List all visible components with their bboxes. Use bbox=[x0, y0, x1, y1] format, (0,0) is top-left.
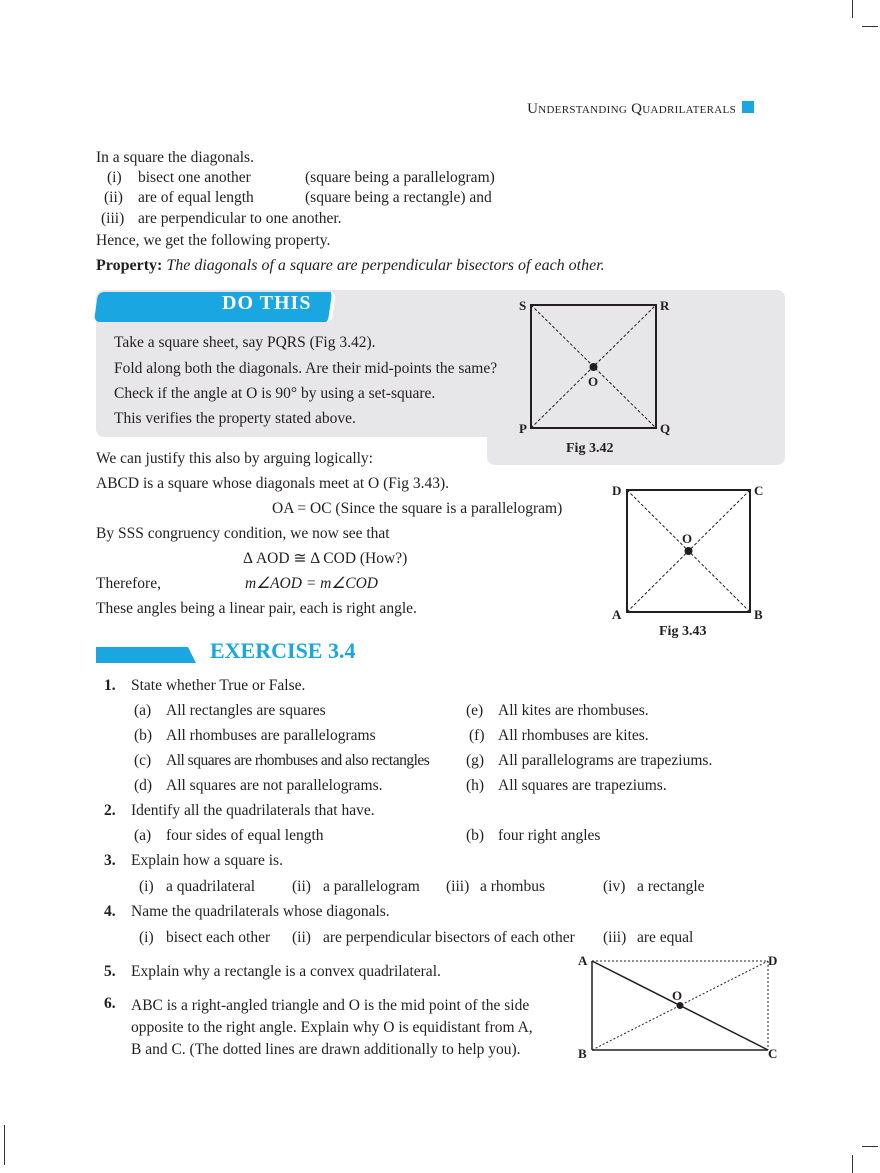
crop-mark bbox=[852, 0, 853, 18]
q-text: Identify all the quadrilaterals that have. bbox=[131, 802, 375, 819]
q-num: 5. bbox=[104, 963, 116, 980]
opt-text: a quadrilateral bbox=[166, 878, 256, 895]
opt-num: (g) bbox=[466, 752, 485, 769]
figure-3-42 bbox=[510, 295, 680, 460]
opt-num: (b) bbox=[134, 727, 153, 744]
label-a: A bbox=[578, 953, 588, 968]
item-text: are of equal length bbox=[138, 189, 254, 206]
opt-text: a rhombus bbox=[480, 878, 546, 895]
opt-num: (e) bbox=[466, 702, 484, 719]
label-s: S bbox=[519, 298, 527, 313]
opt-text: a parallelogram bbox=[323, 878, 420, 895]
q6-line: opposite to the right angle. Explain why O is equidistant from A, bbox=[131, 1019, 533, 1036]
label-a: A bbox=[612, 607, 622, 622]
item-reason: (square being a rectangle) and bbox=[305, 189, 492, 206]
opt-text: All kites are rhombuses. bbox=[498, 702, 649, 719]
crop-mark bbox=[862, 1146, 878, 1147]
item-num: (i) bbox=[107, 169, 122, 186]
label-q: Q bbox=[660, 421, 671, 436]
opt-text: All squares are not parallelograms. bbox=[166, 777, 383, 794]
label-c: C bbox=[768, 1046, 778, 1061]
opt-num: (h) bbox=[466, 777, 485, 794]
opt-num: (a) bbox=[134, 827, 152, 844]
q6-line: B and C. (The dotted lines are drawn additionally to help you). bbox=[131, 1041, 521, 1058]
running-header: Understanding Quadrilaterals bbox=[527, 101, 736, 117]
opt-num: (f) bbox=[469, 727, 485, 744]
opt-text: All rectangles are squares bbox=[166, 702, 326, 719]
hence-text: Hence, we get the following property. bbox=[96, 232, 331, 249]
label-o: O bbox=[682, 531, 693, 546]
do-this-line: Check if the angle at O is 90° by using a set-square. bbox=[114, 385, 436, 402]
property-label: Property: bbox=[96, 257, 163, 274]
justify-line: By SSS congruency condition, we now see that bbox=[96, 525, 390, 542]
label-o: O bbox=[672, 988, 683, 1003]
crop-mark bbox=[862, 26, 878, 27]
property-text: The diagonals of a square are perpendicular bisectors of each other. bbox=[166, 257, 605, 274]
opt-text: a rectangle bbox=[637, 878, 705, 895]
q-num: 4. bbox=[104, 903, 116, 920]
q-num: 2. bbox=[104, 802, 116, 819]
equation: m∠AOD = m∠COD bbox=[245, 575, 378, 592]
item-text: bisect one another bbox=[138, 169, 251, 186]
q-text: Explain why a rectangle is a convex quadrilateral. bbox=[131, 963, 441, 980]
justify-line: These angles being a linear pair, each is right angle. bbox=[96, 600, 417, 617]
q-num: 3. bbox=[104, 852, 116, 869]
figure-3-43 bbox=[605, 480, 775, 640]
q-text bbox=[131, 995, 533, 1061]
justify-line: ABCD is a square whose diagonals meet at O (Fig 3.43). bbox=[96, 475, 449, 492]
figure-rectangle-triangle bbox=[570, 950, 785, 1065]
item-num: (iii) bbox=[101, 210, 125, 227]
q-num: 1. bbox=[104, 677, 116, 694]
exercise-bar bbox=[96, 647, 196, 663]
label-p: P bbox=[519, 421, 527, 436]
equation: OA = OC (Since the square is a parallelogram) bbox=[272, 500, 563, 517]
opt-num: (a) bbox=[134, 702, 152, 719]
opt-num: (b) bbox=[466, 827, 485, 844]
fig-caption: Fig 3.43 bbox=[659, 624, 707, 639]
opt-num: (ii) bbox=[292, 929, 311, 946]
opt-text: All rhombuses are parallelograms bbox=[166, 727, 376, 744]
header-square-icon bbox=[742, 101, 754, 113]
label-c: C bbox=[754, 483, 764, 498]
item-num: (ii) bbox=[104, 189, 123, 206]
opt-num: (iv) bbox=[603, 878, 626, 895]
opt-text: are equal bbox=[637, 929, 694, 946]
opt-num: (ii) bbox=[292, 878, 311, 895]
do-this-title: DO THIS bbox=[222, 292, 312, 314]
exercise-title: EXERCISE 3.4 bbox=[210, 638, 356, 663]
label-r: R bbox=[660, 298, 670, 313]
opt-num: (d) bbox=[134, 777, 153, 794]
equation: Δ AOD ≅ Δ COD (How?) bbox=[243, 550, 408, 567]
opt-num: (iii) bbox=[603, 929, 627, 946]
q-num: 6. bbox=[104, 995, 116, 1012]
q-text: Explain how a square is. bbox=[131, 852, 283, 869]
therefore-text: Therefore, bbox=[96, 575, 161, 592]
q-text: State whether True or False. bbox=[131, 677, 306, 694]
q-text: Name the quadrilaterals whose diagonals. bbox=[131, 903, 390, 920]
do-this-line: Take a square sheet, say PQRS (Fig 3.42). bbox=[114, 334, 376, 351]
opt-text: All squares are trapeziums. bbox=[498, 777, 667, 794]
opt-num: (iii) bbox=[446, 878, 470, 895]
label-b: B bbox=[578, 1046, 587, 1061]
label-o: O bbox=[588, 374, 599, 389]
opt-text: four right angles bbox=[498, 827, 601, 844]
do-this-line: Fold along both the diagonals. Are their mid-points the same? bbox=[114, 360, 498, 377]
item-reason: (square being a parallelogram) bbox=[305, 169, 495, 186]
justify-line: We can justify this also by arguing logically: bbox=[96, 450, 373, 467]
opt-text: bisect each other bbox=[166, 929, 271, 946]
opt-text: All rhombuses are kites. bbox=[498, 727, 649, 744]
opt-text: All squares are rhombuses and also rectangles bbox=[166, 752, 430, 769]
q6-line: ABC is a right-angled triangle and O is the mid point of the side bbox=[131, 997, 530, 1014]
opt-num: (i) bbox=[139, 878, 154, 895]
label-d: D bbox=[768, 953, 778, 968]
opt-num: (c) bbox=[134, 752, 152, 769]
label-d: D bbox=[612, 483, 622, 498]
item-text: are perpendicular to one another. bbox=[138, 210, 342, 227]
opt-num: (i) bbox=[139, 929, 154, 946]
opt-text: All parallelograms are trapeziums. bbox=[498, 752, 713, 769]
crop-mark bbox=[852, 1155, 853, 1173]
fig-caption: Fig 3.42 bbox=[566, 441, 614, 456]
opt-text: are perpendicular bisectors of each other bbox=[323, 929, 575, 946]
label-b: B bbox=[754, 607, 763, 622]
intro-lead: In a square the diagonals. bbox=[96, 149, 254, 166]
opt-text: four sides of equal length bbox=[166, 827, 324, 844]
crop-mark bbox=[4, 1125, 5, 1165]
do-this-line: This verifies the property stated above. bbox=[114, 410, 356, 427]
